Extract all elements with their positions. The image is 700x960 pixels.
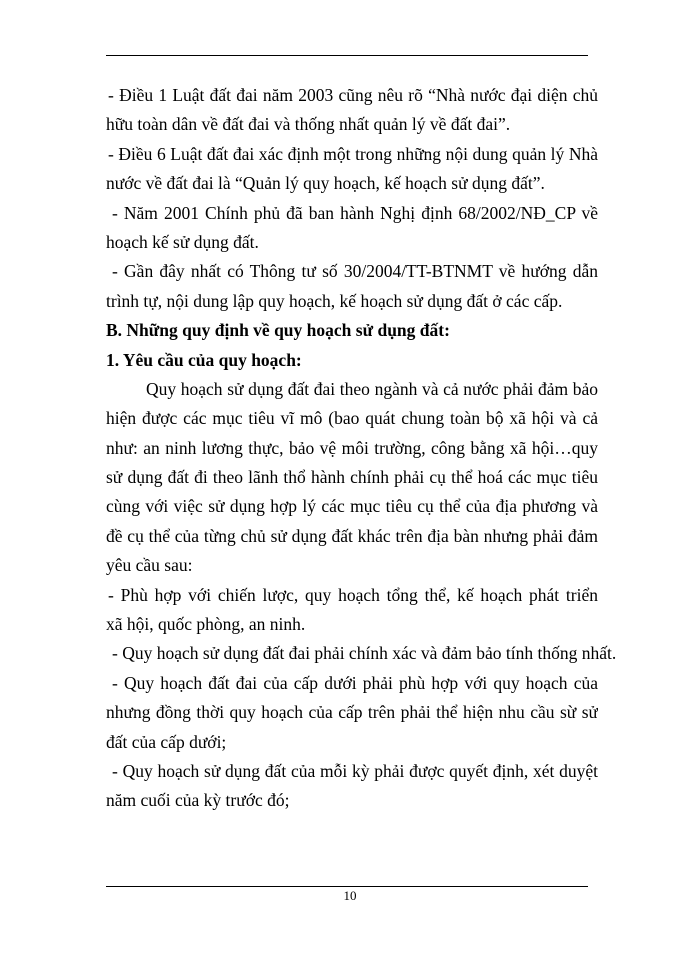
text-line: yêu cầu sau: [106, 555, 193, 576]
text-line: hoạch kế sử dụng đất. [106, 231, 259, 252]
text-line: cùng với việc sử dụng hợp lý các mục tiêu cụ thể của địa phương và [106, 496, 598, 517]
section-heading: B. Những quy định về quy hoạch sử dụng đất: [106, 320, 450, 341]
text-line: - Năm 2001 Chính phủ đã ban hành Nghị định 68/2002/NĐ_CP về [112, 202, 598, 223]
text-line: nước về đất đai là “Quản lý quy hoạch, kế hoạch sử dụng đất”. [106, 173, 545, 194]
text-line: năm cuối của kỳ trước đó; [106, 790, 290, 811]
header-rule [106, 55, 588, 56]
text-line: như: an ninh lương thực, bảo vệ môi trường, công bằng xã hội…quy [106, 437, 598, 458]
text-line: đất của cấp dưới; [106, 731, 227, 752]
page-number: 10 [343, 888, 357, 903]
text-line: xã hội, quốc phòng, an ninh. [106, 614, 306, 635]
text-line: hữu toàn dân về đất đai và thống nhất quản lý về đất đai”. [106, 114, 511, 135]
document-body [106, 81, 617, 816]
text-line: nhưng đồng thời quy hoạch của cấp trên phải thể hiện nhu cầu sừ sử [106, 702, 598, 723]
text-line: - Phù hợp với chiến lược, quy hoạch tổng thể, kế hoạch phát triển [108, 584, 598, 605]
text-line: - Quy hoạch sử dụng đất của mỗi kỳ phải được quyết định, xét duyệt [112, 760, 598, 781]
text-line: đề cụ thể của từng chủ sử dụng đất khác trên địa bàn nhưng phải đảm [106, 525, 598, 546]
text-line: - Gần đây nhất có Thông tư số 30/2004/TT-BTNMT về hướng dẫn [112, 261, 598, 282]
footer-rule [106, 886, 588, 887]
section-heading: 1. Yêu cầu của quy hoạch: [106, 349, 302, 370]
text-line: - Quy hoạch sử dụng đất đai phải chính xác và đảm bảo tính thống nhất. [112, 643, 617, 664]
text-line: sử dụng đất đi theo lãnh thổ hành chính phải cụ thể hoá các mục tiêu [106, 467, 598, 488]
text-line: - Quy hoạch đất đai của cấp dưới phải phù hợp với quy hoạch của [112, 672, 598, 693]
text-line: - Điều 1 Luật đất đai năm 2003 cũng nêu rõ “Nhà nước đại diện chủ [108, 85, 598, 105]
text-line: Quy hoạch sử dụng đất đai theo ngành và cả nước phải đảm bảo [146, 378, 598, 399]
text-line: hiện được các mục tiêu vĩ mô (bao quát chung toàn bộ xã hội và cả [106, 408, 598, 429]
text-line: - Điều 6 Luật đất đai xác định một trong những nội dung quản lý Nhà [108, 143, 598, 164]
text-line: trình tự, nội dung lập quy hoạch, kế hoạch sử dụng đất ở các cấp. [106, 290, 563, 311]
